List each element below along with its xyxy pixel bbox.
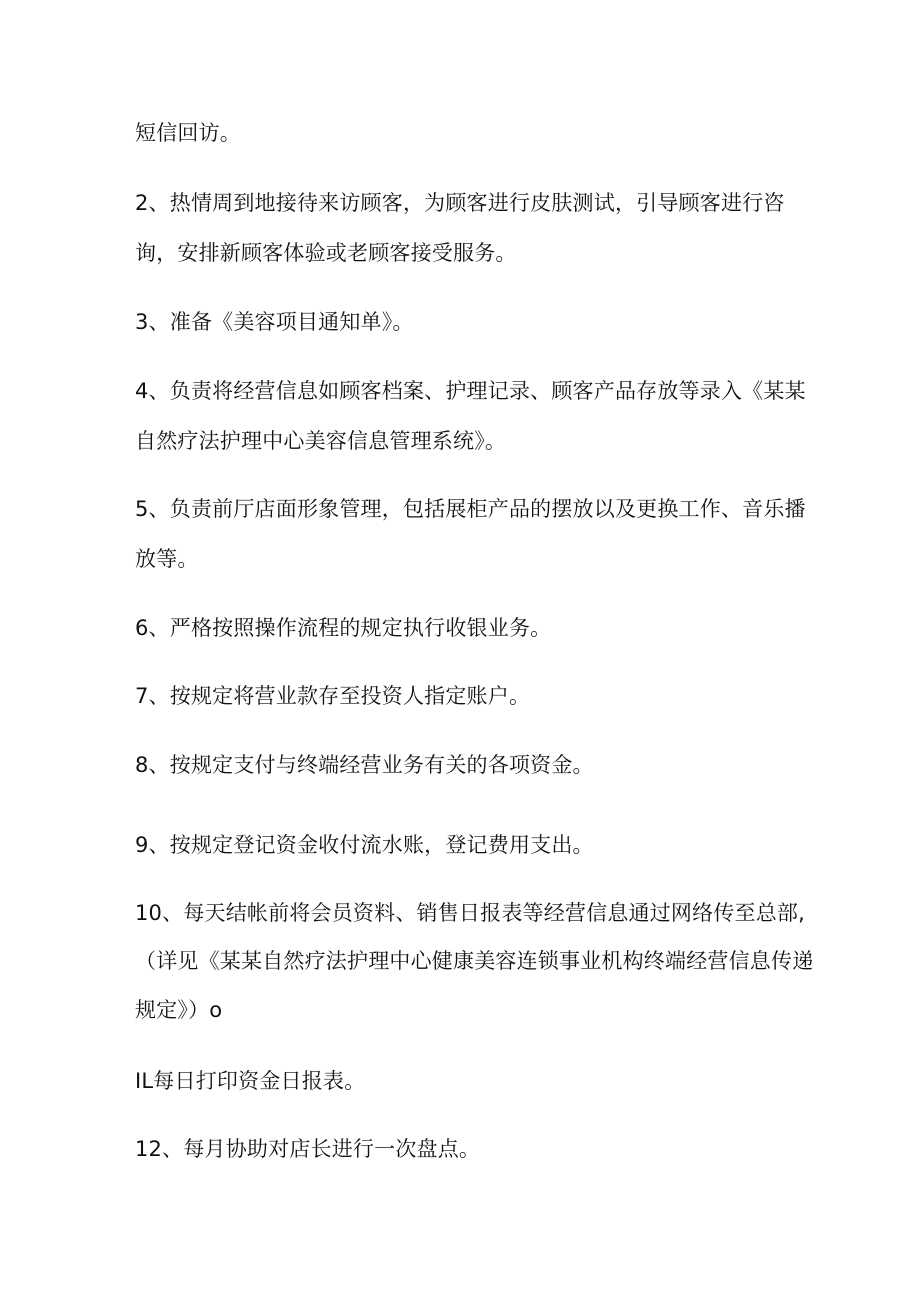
item-4-line-2: 自然疗法护理中心美容信息管理系统》。	[135, 429, 507, 453]
item-10-line-3: 规定》）o	[135, 998, 223, 1022]
text-line-1: 短信回访。	[135, 121, 241, 145]
item-4-line-1: 4、负责将经营信息如顾客档案、护理记录、顾客产品存放等录入《某某	[135, 379, 806, 403]
item-5-line-1: 5、负责前厅店面形象管理，包括展柜产品的摆放以及更换工作、音乐播	[135, 497, 806, 521]
item-10-line-1: 10、每天结帐前将会员资料、销售日报表等经营信息通过网络传至总部,	[135, 901, 805, 925]
item-10-line-2: （详见《某某自然疗法护理中心健康美容连锁事业机构终端经营信息传递	[135, 949, 814, 973]
item-7-line-1: 7、按规定将营业款存至投资人指定账户。	[135, 684, 531, 708]
item-6-line-1: 6、严格按照操作流程的规定执行收银业务。	[135, 616, 552, 640]
item-11-line-1: IL每日打印资金日报表。	[135, 1069, 366, 1093]
item-9-line-1: 9、按规定登记资金收付流水账，登记费用支出。	[135, 833, 594, 857]
item-3-line-1: 3、准备《美容项目通知单》。	[135, 310, 414, 334]
item-12-line-1: 12、每月协助对店长进行一次盘点。	[135, 1137, 481, 1161]
item-2-line-2: 询，安排新顾客体验或老顾客接受服务。	[135, 241, 517, 265]
item-2-line-1: 2、热情周到地接待来访顾客，为顾客进行皮肤测试，引导顾客进行咨	[135, 191, 785, 215]
item-8-line-1: 8、按规定支付与终端经营业务有关的各项资金。	[135, 753, 594, 777]
item-5-line-2: 放等。	[135, 547, 199, 571]
